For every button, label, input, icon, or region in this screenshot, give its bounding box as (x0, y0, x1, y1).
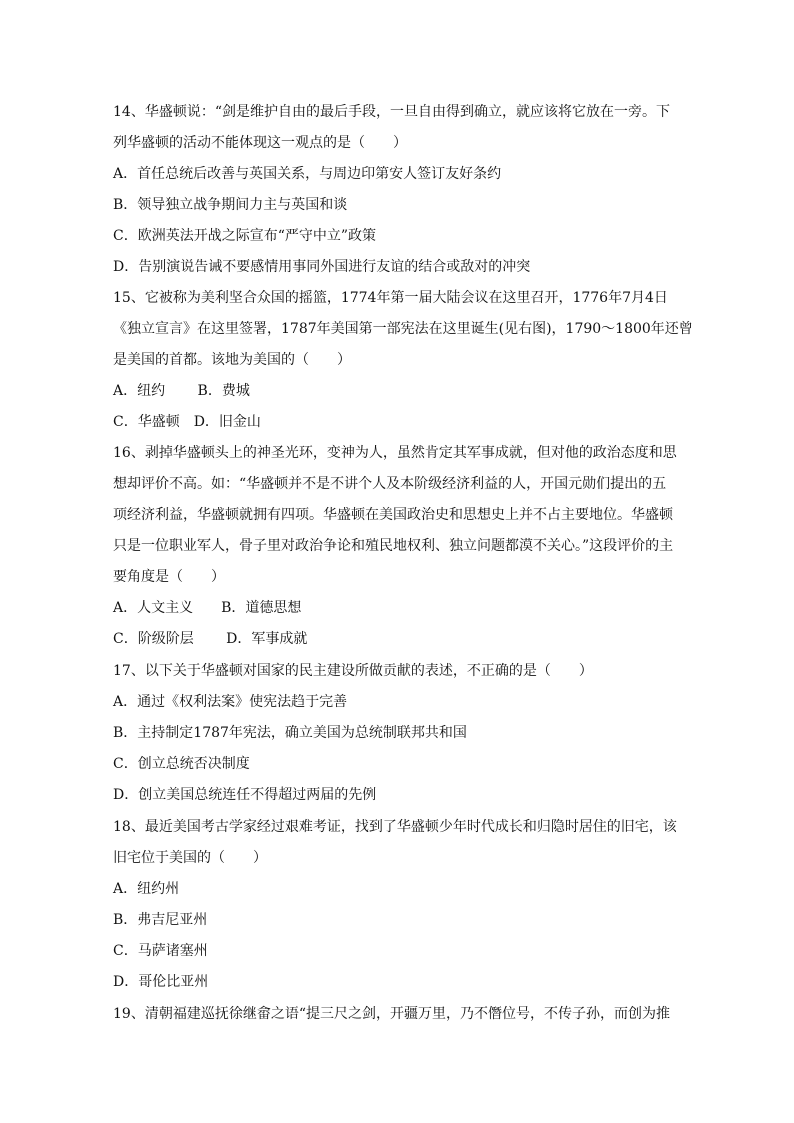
q16-options-cd: C．阶级阶层 D．军事成就 (113, 631, 308, 647)
q16-options-ab: A．人文主义 B．道德思想 (113, 600, 302, 616)
q16-stem-line-2: 想却评价不高。如：“华盛顿并不是不讲个人及本阶级经济利益的人，开国元勋们提出的五 (113, 476, 667, 492)
q18-option-d: D．哥伦比亚州 (113, 974, 209, 990)
q18-option-c: C．马萨诸塞州 (113, 943, 208, 959)
q17-option-c: C．创立总统否决制度 (113, 756, 250, 772)
q14-option-c: C．欧洲英法开战之际宣布“严守中立”政策 (113, 228, 377, 244)
q17-option-a: A．通过《权利法案》使宪法趋于完善 (113, 694, 348, 710)
q14-option-d: D．告别演说告诫不要感情用事同外国进行友谊的结合或敌对的冲突 (113, 259, 531, 275)
q14-option-b: B．领导独立战争期间力主与英国和谈 (113, 197, 348, 213)
q15-options-ab: A．纽约 B．费城 (113, 383, 250, 399)
q19-stem-line-1: 19、清朝福建巡抚徐继畲之语“提三尺之剑，开疆万里，乃不僭位号，不传子孙，而创为推 (113, 1006, 670, 1022)
q18-option-b: B．弗吉尼亚州 (113, 912, 208, 928)
q16-stem-line-1: 16、剥掉华盛顿头上的神圣光环，变神为人，虽然肯定其军事成就，但对他的政治态度和思 (113, 445, 677, 461)
q15-stem-line-3: 是美国的首都。该地为美国的（ ） (113, 352, 351, 368)
q15-stem-line-2: 《独立宣言》在这里签署，1787年美国第一部宪法在这里诞生(见右图)，1790～1800年还曾 (113, 321, 693, 337)
q14-stem-line-2: 列华盛顿的活动不能体现这一观点的是（ ） (113, 135, 407, 151)
q14-option-a: A．首任总统后改善与英国关系，与周边印第安人签订友好条约 (113, 166, 502, 182)
q15-options-cd: C．华盛顿 D．旧金山 (113, 414, 261, 430)
q17-stem: 17、以下关于华盛顿对国家的民主建设所做贡献的表述，不正确的是（ ） (113, 663, 593, 679)
q17-option-b: B．主持制定1787年宪法，确立美国为总统制联邦共和国 (113, 725, 467, 741)
q16-stem-line-3: 项经济利益，华盛顿就拥有四项。华盛顿在美国政治史和思想史上并不占主要地位。华盛顿 (113, 507, 673, 523)
q14-stem-line-1: 14、华盛顿说：“剑是维护自由的最后手段，一旦自由得到确立，就应该将它放在一旁。下 (113, 104, 670, 120)
q16-stem-line-4: 只是一位职业军人，骨子里对政治争论和殖民地权利、独立问题都漠不关心。”这段评价的主 (113, 538, 674, 554)
q15-stem-line-1: 15、它被称为美利坚合众国的摇篮，1774年第一届大陆会议在这里召开，1776年7月4日 (113, 290, 668, 306)
q16-stem-line-5: 要角度是（ ） (113, 569, 225, 585)
q17-option-d: D．创立美国总统连任不得超过两届的先例 (113, 787, 377, 803)
q18-stem-line-1: 18、最近美国考古学家经过艰难考证，找到了华盛顿少年时代成长和归隐时居住的旧宅，该 (113, 819, 677, 835)
q18-stem-line-2: 旧宅位于美国的（ ） (113, 850, 267, 866)
q18-option-a: A．纽约州 (113, 881, 180, 897)
